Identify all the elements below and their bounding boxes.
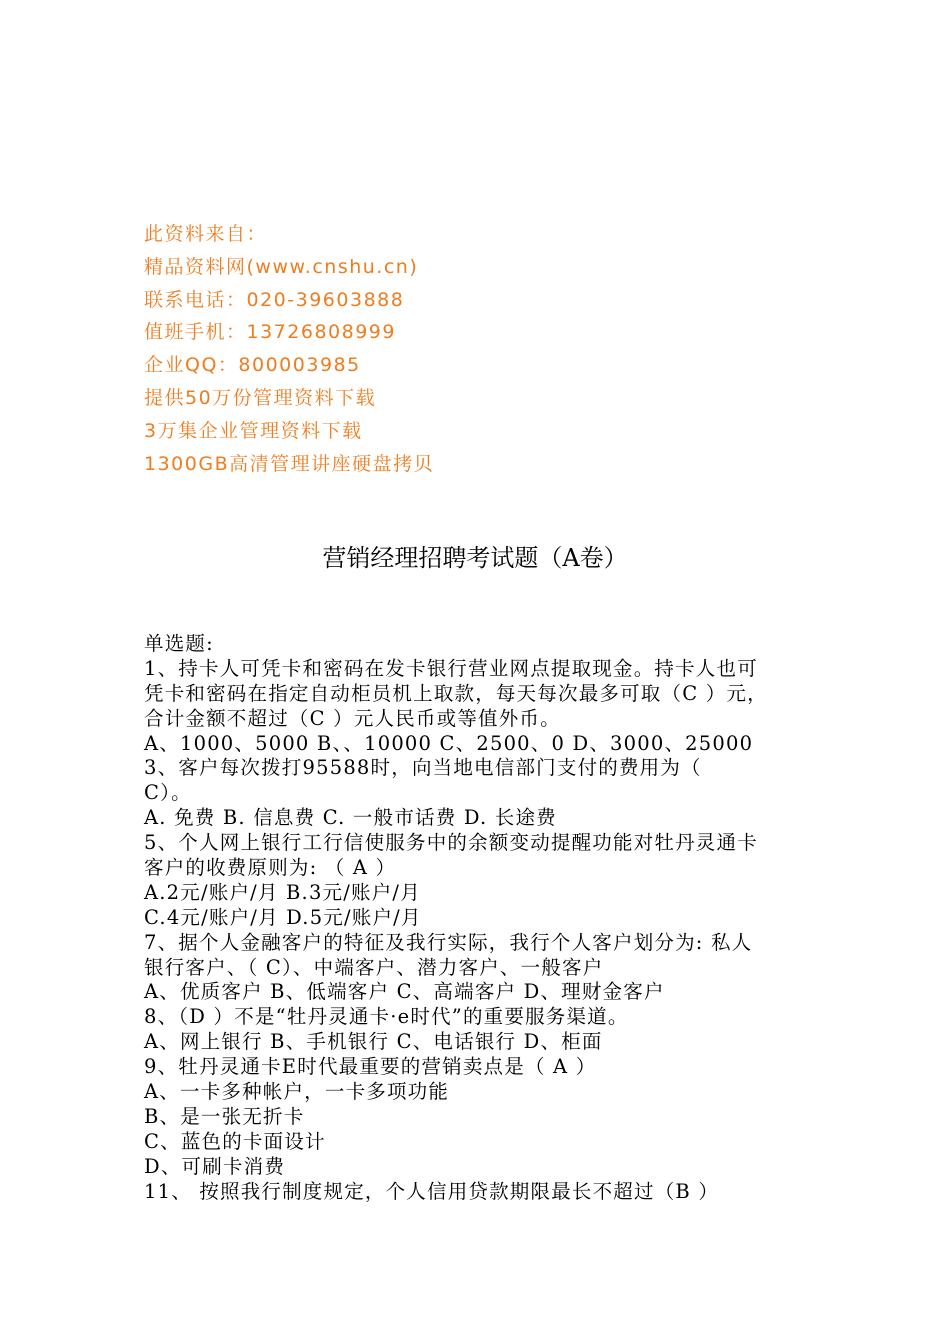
question-line: 5、个人网上银行工行信使服务中的余额变动提醒功能对牡丹灵通卡 [144, 831, 758, 855]
source-line: 此资料来自： [144, 223, 268, 245]
options-line: B、是一张无折卡 [144, 1104, 305, 1128]
question-line: C）。 [144, 781, 192, 805]
source-line: 1300GB高清管理讲座硬盘拷贝 [144, 452, 435, 475]
source-line: 3万集企业管理资料下载 [144, 419, 363, 442]
options-line: A.2元/账户/月 B.3元/账户/月 [144, 880, 421, 904]
options-line: A、一卡多种帐户，一卡多项功能 [144, 1080, 450, 1104]
question-line: 凭卡和密码在指定自动柜员机上取款，每天每次最多可取（C ）元， [144, 681, 768, 705]
section-heading: 单选题: [144, 632, 214, 655]
question-line: 7、据个人金融客户的特征及我行实际，我行个人客户划分为: 私人 [144, 930, 753, 954]
options-line: A、1000、5000 B、、10000 C、2500、0 D、3000、25000 [144, 731, 754, 755]
document-title: 营销经理招聘考试题（A卷） [322, 544, 628, 572]
options-line: A、优质客户 B、低端客户 C、高端客户 D、理财金客户 [144, 980, 665, 1004]
source-line: 提供50万份管理资料下载 [144, 386, 377, 409]
question-line: 11、 按照我行制度规定，个人信用贷款期限最长不超过（B ） [144, 1179, 720, 1203]
question-content [144, 632, 824, 1204]
question-line: 合计金额不超过（C ）元人民币或等值外币。 [144, 706, 561, 730]
question-line: 1、持卡人可凭卡和密码在发卡银行营业网点提取现金。持卡人也可 [144, 656, 758, 680]
source-line: 值班手机：13726808999 [144, 321, 396, 344]
options-line: A、网上银行 B、手机银行 C、电话银行 D、柜面 [144, 1030, 603, 1054]
question-line: 3、客户每次拨打95588时，向当地电信部门支付的费用为（ [144, 756, 702, 780]
source-info-block [144, 218, 744, 480]
question-line: 客户的收费原则为: （ A ） [144, 856, 397, 880]
question-line: 银行客户、（ C）、中端客户、潜力客户、一般客户 [144, 955, 604, 979]
source-line: 精品资料网(www.cnshu.cn) [144, 255, 419, 278]
options-line: A. 免费 B. 信息费 C. 一般市话费 D. 长途费 [144, 806, 557, 830]
source-line: 企业QQ：800003985 [144, 354, 361, 377]
options-line: D、可刷卡消费 [144, 1154, 286, 1178]
question-line: 8、（D ）不是“牡丹灵通卡·e时代”的重要服务渠道。 [144, 1005, 629, 1029]
options-line: C.4元/账户/月 D.5元/账户/月 [144, 905, 422, 929]
question-line: 9、牡丹灵通卡E时代最重要的营销卖点是（ A ） [144, 1055, 597, 1079]
source-line: 联系电话：020-39603888 [144, 288, 405, 311]
options-line: C、蓝色的卡面设计 [144, 1129, 326, 1153]
